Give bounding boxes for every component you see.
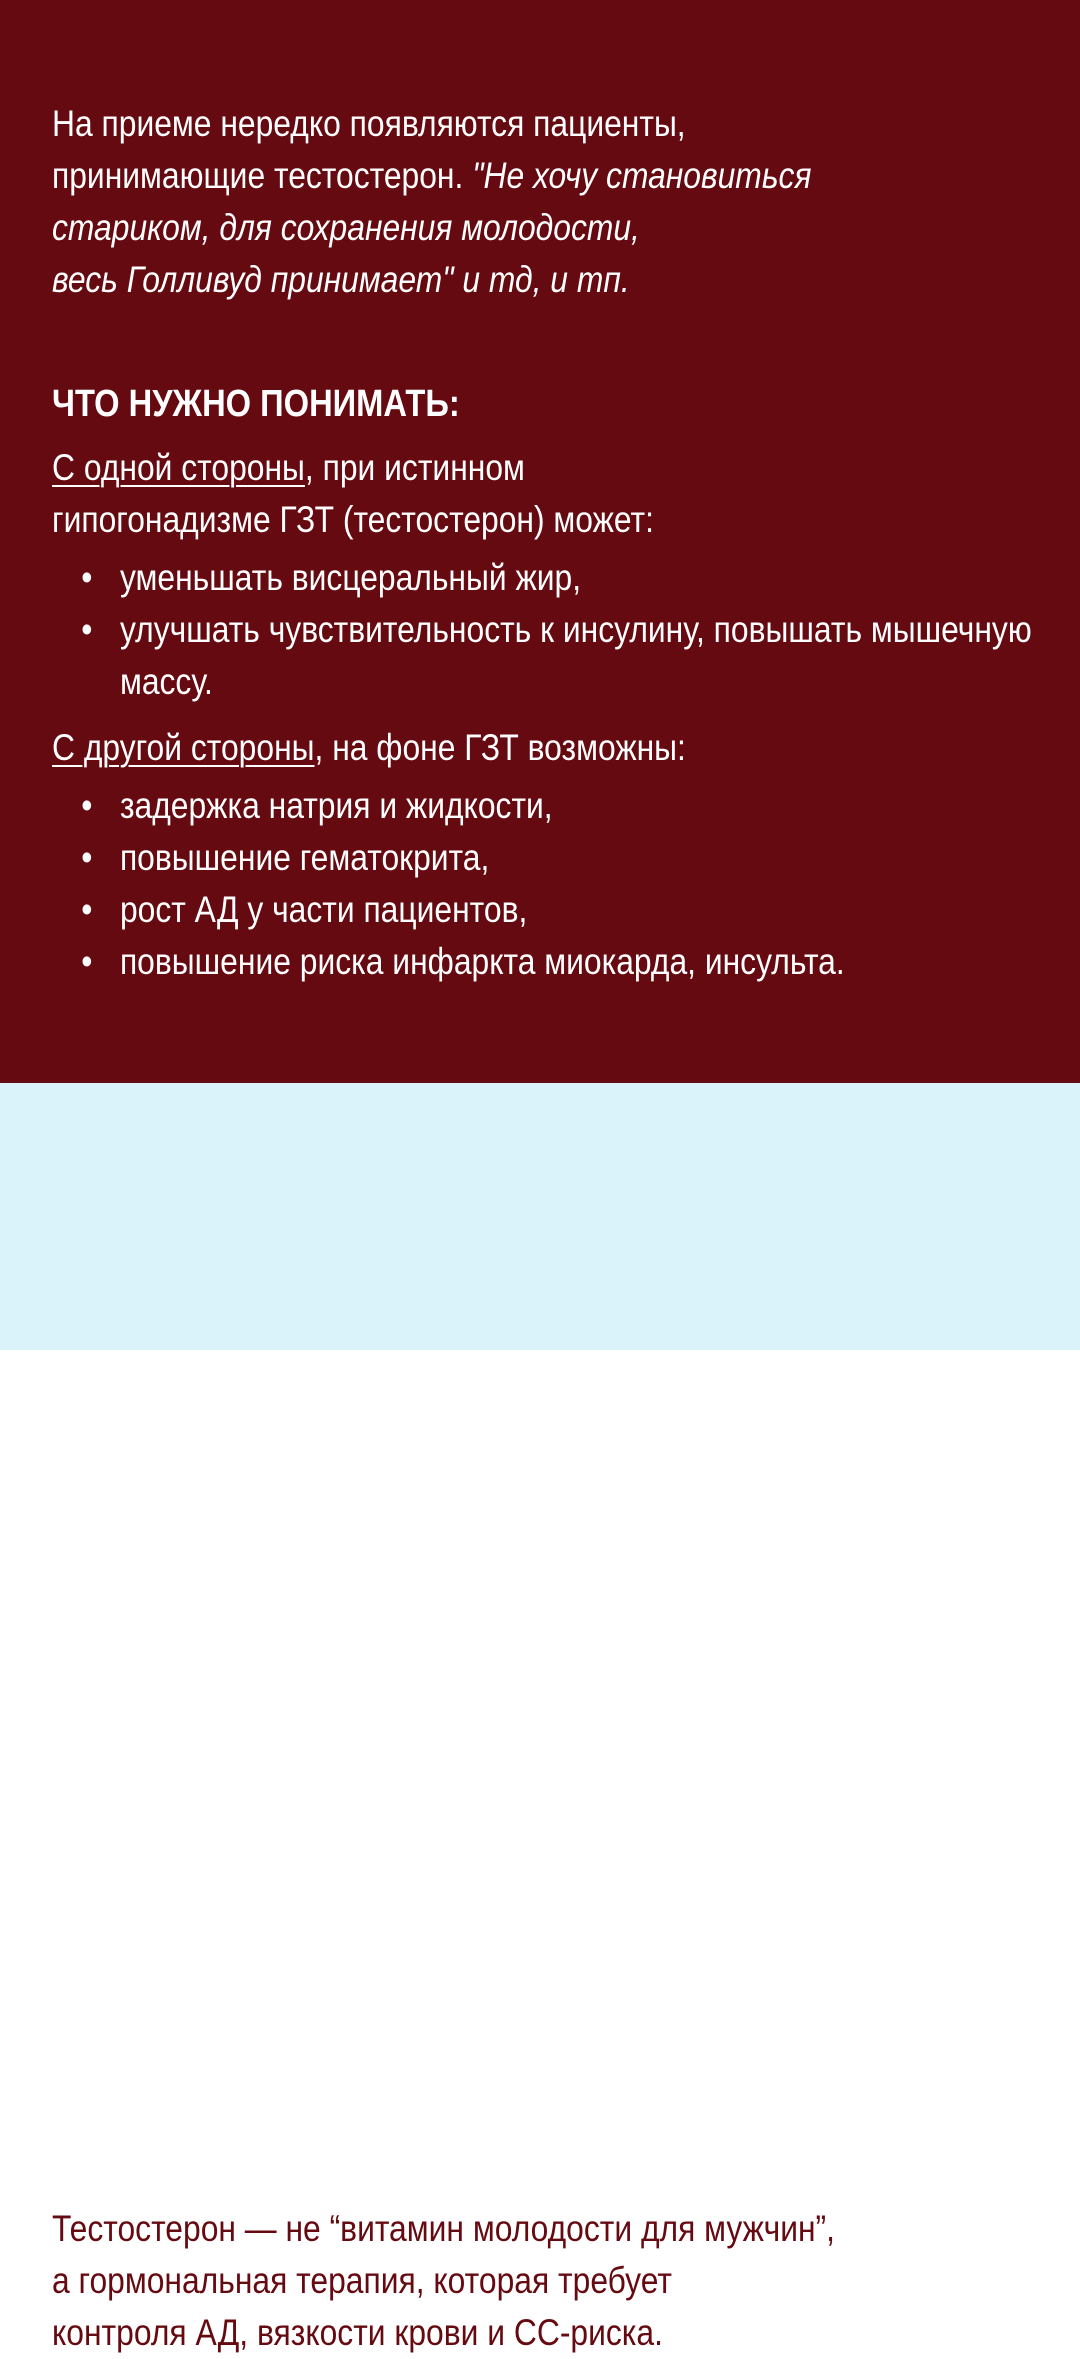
bullet: • xyxy=(81,889,93,930)
benefits-lead-line2: гипогонадизме ГЗТ (тестостерон) может: xyxy=(52,499,654,540)
intro-line: На приеме нередко появляются пациенты, xyxy=(52,103,686,144)
intro-quote-line: весь Голливуд принимает" и тд, и тп. xyxy=(52,259,630,300)
conclusion-line: контроля АД, вязкости крови и СС-риска. xyxy=(52,2312,663,2353)
list-item-text: повышение риска инфаркта миокарда, инсульта. xyxy=(119,941,845,982)
risks-lead-underlined: С другой стороны xyxy=(52,727,315,768)
risks-lead xyxy=(52,722,998,774)
risks-section xyxy=(52,722,998,988)
conclusion-line: а гормональная терапия, которая требует xyxy=(52,2260,672,2301)
bullet: • xyxy=(81,609,93,650)
main-panel xyxy=(0,0,1080,1083)
benefits-lead xyxy=(52,442,998,494)
intro-quote-line: стариком, для сохранения молодости, xyxy=(52,207,640,248)
list-item xyxy=(52,780,998,832)
list-item-text: уменьшать висцеральный жир, xyxy=(119,557,582,598)
benefits-lead-underlined: С одной стороны xyxy=(52,447,305,488)
conclusion-text xyxy=(52,2203,835,2359)
conclusion-panel xyxy=(0,1083,1080,2353)
conclusion-line: Тестостерон — не “витамин молодости для мужчин”, xyxy=(52,2208,835,2249)
list-item xyxy=(52,936,998,988)
list-item xyxy=(52,604,1049,708)
risks-list xyxy=(52,780,998,988)
intro-quote: "Не хочу становиться xyxy=(472,155,812,196)
list-item-text: рост АД у части пациентов, xyxy=(119,889,528,930)
list-item-text: улучшать чувствительность к инсулину, повышать мышечную массу. xyxy=(119,609,1032,702)
benefits-section xyxy=(52,442,1032,708)
bullet: • xyxy=(81,941,93,982)
intro-paragraph xyxy=(52,98,895,306)
bullet: • xyxy=(81,837,93,878)
risks-lead-rest: , на фоне ГЗТ возможны: xyxy=(314,727,686,768)
section-heading: ЧТО НУЖНО ПОНИМАТЬ: xyxy=(52,383,460,425)
bullet: • xyxy=(81,785,93,826)
benefits-list xyxy=(52,552,1032,708)
list-item xyxy=(52,884,998,936)
benefits-lead-rest: , при истинном xyxy=(304,447,525,488)
intro-line xyxy=(52,150,895,202)
bullet: • xyxy=(81,557,93,598)
list-item xyxy=(52,552,998,604)
intro-text: принимающие тестостерон. xyxy=(52,155,473,196)
list-item-text: повышение гематокрита, xyxy=(119,837,490,878)
list-item xyxy=(52,832,998,884)
list-item-text: задержка натрия и жидкости, xyxy=(119,785,553,826)
